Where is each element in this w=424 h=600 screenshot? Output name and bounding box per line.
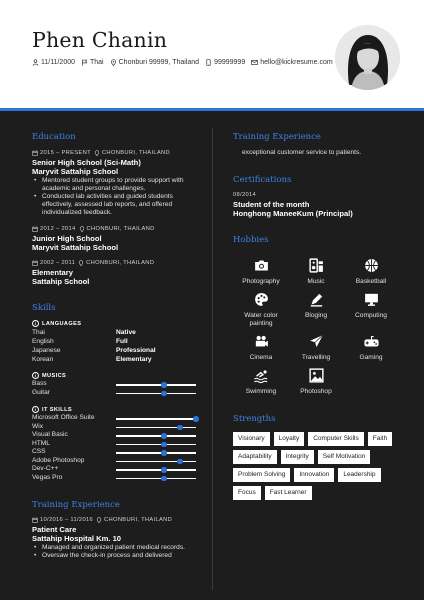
location-pin-icon <box>79 226 85 232</box>
calendar-icon <box>32 150 38 156</box>
slider-track <box>116 427 196 429</box>
phone-icon <box>205 59 212 66</box>
hobby-item <box>346 291 396 320</box>
slider-track <box>116 393 196 395</box>
education-item <box>32 150 202 217</box>
education-school: Maryvit Sattahip School <box>32 243 119 252</box>
hobby-label: Music <box>307 278 325 285</box>
skill-name: HTML <box>32 439 50 447</box>
strength-tag: Faith <box>368 432 392 446</box>
candidate-name: Phen Chanin <box>32 28 168 52</box>
hobby-item <box>291 333 341 362</box>
list-item: • Managed and organized patient medical records. <box>32 544 207 552</box>
column-divider <box>212 128 213 590</box>
hobby-item <box>346 333 396 362</box>
slider-knob <box>177 459 183 465</box>
flag-icon <box>81 59 88 66</box>
education-location: CHONBURI, THAILAND <box>101 150 171 156</box>
image-icon <box>308 367 325 384</box>
skill-level-slider <box>116 449 196 457</box>
hobby-item <box>236 257 286 286</box>
hobby-label: Swimming <box>245 388 277 395</box>
training-item <box>32 517 207 560</box>
info-icon: i <box>32 320 39 327</box>
slider-track <box>116 435 196 437</box>
training-continued-text: exceptional customer service to patients. <box>242 149 362 156</box>
languages-heading <box>32 320 81 327</box>
cinema-icon <box>253 333 270 350</box>
training-bullets <box>32 544 207 560</box>
location-pin-icon <box>78 260 84 266</box>
education-title: Education <box>32 132 76 142</box>
hobby-label: Cinema <box>249 354 273 361</box>
slider-track <box>116 384 196 386</box>
skill-name: CSS <box>32 448 46 455</box>
hobby-label: Gaming <box>359 354 383 361</box>
strengths-tag-list <box>233 432 403 504</box>
blog-icon <box>308 291 325 308</box>
language-level: Professional <box>116 347 156 354</box>
slider-knob <box>161 433 167 439</box>
training-title: Training Experience <box>32 500 120 510</box>
music-speaker-icon <box>308 257 325 274</box>
birthdate-item <box>32 59 75 66</box>
hobby-label: Basketball <box>355 278 387 285</box>
hobby-item <box>291 257 341 286</box>
slider-track <box>116 478 196 480</box>
strength-tag: Self Motivation <box>318 450 371 464</box>
location-pin-icon <box>94 150 100 156</box>
profile-photo <box>335 25 400 90</box>
language-level: Full <box>116 338 128 345</box>
address-text: Chonburi 99999, Thailand <box>118 59 200 66</box>
hobby-item <box>291 291 341 320</box>
list-item: • Mentored student groups to provide support with academic and personal challenges. <box>32 177 202 193</box>
strength-tag: Loyalty <box>274 432 305 446</box>
language-name: Korean <box>32 356 54 363</box>
airplane-icon <box>308 333 325 350</box>
education-date: 2015 – PRESENT <box>40 150 91 156</box>
slider-knob <box>161 391 167 397</box>
it-skills-heading <box>32 406 72 413</box>
contact-info <box>32 59 339 66</box>
email-text: hello@kickresume.com <box>260 59 333 66</box>
languages-label: LANGUAGES <box>42 320 82 327</box>
language-level: Elementary <box>116 356 152 363</box>
skill-level-slider <box>116 432 196 440</box>
hobby-item <box>236 367 286 396</box>
skill-level-slider <box>116 424 196 432</box>
strength-tag: Leadership <box>338 468 380 482</box>
location-pin-icon <box>110 59 117 66</box>
skill-level-slider <box>116 475 196 483</box>
skill-level-slider <box>116 466 196 474</box>
language-name: English <box>32 338 54 345</box>
education-meta <box>32 260 202 266</box>
it-skills-label: IT SKILLS <box>42 406 73 413</box>
strength-tag: Problem Solving <box>233 468 290 482</box>
address-item <box>110 59 199 66</box>
skills-title: Skills <box>32 303 56 313</box>
hobby-label: Water color painting <box>244 312 278 327</box>
training-meta <box>32 517 207 523</box>
computer-icon <box>363 291 380 308</box>
training-location: CHONBURI, THAILAND <box>104 517 173 523</box>
slider-knob <box>161 442 167 448</box>
education-date: 2002 – 2011 <box>40 260 76 266</box>
slider-knob <box>161 450 167 456</box>
birthdate-text: 11/11/2000 <box>41 59 75 66</box>
envelope-icon <box>251 59 258 66</box>
strength-tag: Visionary <box>233 432 270 446</box>
slider-knob <box>161 476 167 482</box>
education-school: Sattahip School <box>32 277 90 286</box>
slider-track <box>116 418 196 420</box>
calendar-icon <box>32 517 38 523</box>
education-location: CHONBURI, THAILAND <box>86 226 155 232</box>
slider-knob <box>177 425 183 431</box>
resume-header <box>0 0 424 108</box>
nationality-text: Thai <box>90 59 104 66</box>
calendar-icon <box>32 260 38 266</box>
certification-date: 08/2014 <box>233 192 257 198</box>
language-name: Thai <box>32 329 45 336</box>
swimming-icon <box>253 367 270 384</box>
certification-issuer: Honghong ManeeKum (Principal) <box>233 209 353 218</box>
skill-name: Microsoft Office Suite <box>32 414 95 421</box>
hobby-item <box>236 291 286 328</box>
training-org: Sattahip Hospital Km. 10 <box>32 534 122 543</box>
hobby-label: Photoshop <box>300 388 332 395</box>
hobbies-title: Hobbies <box>233 235 269 245</box>
nationality-item <box>81 59 104 66</box>
slider-track <box>116 469 196 471</box>
slider-knob <box>193 416 199 422</box>
skill-name: Wix <box>32 422 43 430</box>
skill-name: Visual Basic <box>32 431 68 438</box>
language-level: Native <box>116 329 136 336</box>
strength-tag: Computer Skills <box>308 432 364 446</box>
hobby-item <box>291 367 341 396</box>
strength-tag: Adaptability <box>233 450 277 464</box>
education-item <box>32 226 202 252</box>
strength-tag: Focus <box>233 486 261 500</box>
education-degree: Elementary <box>32 268 73 277</box>
hobby-label: Computing <box>355 312 387 319</box>
skill-level-slider <box>116 415 196 423</box>
slider-track <box>116 444 196 446</box>
info-icon: i <box>32 406 39 413</box>
strength-tag: Innovation <box>294 468 334 482</box>
calendar-icon <box>32 226 38 232</box>
education-degree: Senior High School (Sci-Math) <box>32 158 141 167</box>
skill-name: Bass <box>32 380 47 387</box>
education-item <box>32 260 202 286</box>
phone-text: 99999999 <box>214 59 246 66</box>
skill-level-slider <box>116 458 196 466</box>
skill-level-slider <box>116 381 196 389</box>
education-bullets <box>32 177 202 217</box>
hobby-item <box>236 333 286 362</box>
hobby-label: Photography <box>242 278 280 285</box>
education-meta <box>32 226 202 232</box>
palette-icon <box>253 291 270 308</box>
skill-level-slider <box>116 441 196 449</box>
list-item: • Oversaw the check-in process and delivered <box>32 552 207 560</box>
location-pin-icon <box>96 517 102 523</box>
education-location: CHONBURI, THAILAND <box>86 260 155 266</box>
slider-track <box>116 461 196 463</box>
musics-heading <box>32 372 66 379</box>
training-continued-title: Training Experience <box>233 132 321 142</box>
skill-name: Guitar <box>32 388 50 396</box>
strength-tag: Integrity <box>281 450 314 464</box>
person-icon <box>32 59 39 66</box>
camera-icon <box>253 257 270 274</box>
education-date: 2012 – 2014 <box>40 226 76 232</box>
email-item <box>251 59 332 66</box>
certification-item <box>233 192 408 218</box>
skill-name: Vegas Pro <box>32 473 63 481</box>
hobby-item <box>346 257 396 286</box>
slider-track <box>116 452 196 454</box>
language-name: Japanese <box>32 347 61 354</box>
list-item: • Conducted lab activities and guided students effectively, assessed lab reports, and offered individualized feedback. <box>32 193 202 217</box>
basketball-icon <box>363 257 380 274</box>
slider-knob <box>161 382 167 388</box>
skill-name: Dev-C++ <box>32 465 59 472</box>
gamepad-icon <box>363 333 380 350</box>
skill-name: Adobe Photoshop <box>32 456 85 464</box>
training-role: Patient Care <box>32 525 77 534</box>
hobby-label: Travelling <box>301 354 331 361</box>
phone-item <box>205 59 245 66</box>
strengths-title: Strengths <box>233 414 276 424</box>
certifications-title: Certifications <box>233 175 292 185</box>
strength-tag: Fast Learner <box>265 486 312 500</box>
skill-level-slider <box>116 390 196 398</box>
education-school: Maryvit Sattahip School <box>32 167 119 176</box>
info-icon: i <box>32 372 39 379</box>
slider-knob <box>161 467 167 473</box>
education-degree: Junior High School <box>32 234 102 243</box>
hobby-label: Bloging <box>305 312 327 319</box>
certification-name: Student of the month <box>233 200 310 209</box>
education-meta <box>32 150 202 156</box>
training-date: 10/2016 – 11/2016 <box>40 517 94 523</box>
musics-label: MUSICS <box>42 372 67 379</box>
